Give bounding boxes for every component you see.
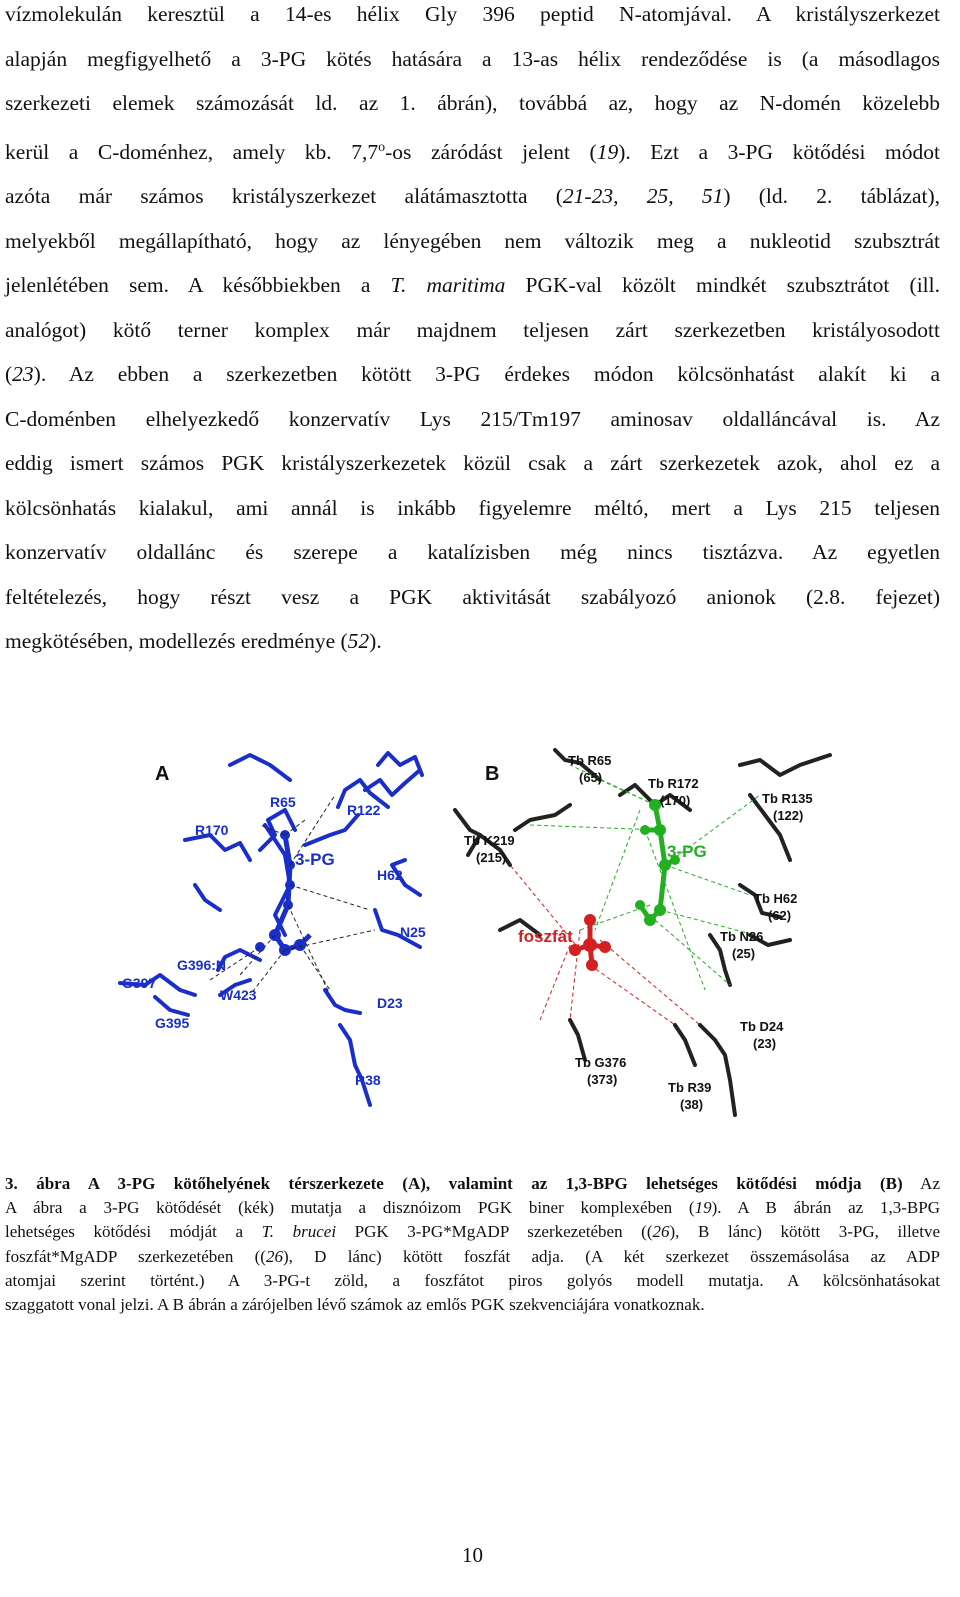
label-d23: D23 <box>377 995 403 1011</box>
panel-b-3pg-ligand <box>635 799 680 926</box>
page-number: 10 <box>462 1543 483 1567</box>
text-line: eddig ismert számos PGK kristályszerkezetek közül csak a zárt szerkezetek azok, ahol ez a <box>5 451 940 476</box>
label-tb-r135: Tb R135 <box>762 791 813 806</box>
text-line: jelenlétében sem. A későbbiekben a T. maritima PGK-val közölt mindkét szubsztrátot (ill. <box>5 273 940 298</box>
label-62: (62) <box>768 908 792 923</box>
text-line: (23). Az ebben a szerkezetben kötött 3-PG érdekes módon kölcsönhatást alakít ki a <box>5 362 940 387</box>
label-g396n: G396:N <box>177 957 227 973</box>
label-3pg-a: 3-PG <box>295 850 335 869</box>
text-line: feltételezés, hogy részt vesz a PGK aktivitását szabályozó anionok (2.8. fejezet) <box>5 584 940 609</box>
label-g395: G395 <box>155 1015 190 1031</box>
caption-line: szaggatott vonal jelzi. A B ábrán a zárójelben lévő számok az emlős PGK szekvenciájára vonatkoznak. <box>5 1295 705 1315</box>
panel-b-letter: B <box>485 763 500 785</box>
caption-line: 3. ábra A 3-PG kötőhelyének térszerkezete (A), valamint az 1,3-BPG lehetséges kötődési módja (B) Az <box>5 1174 940 1193</box>
label-65: (65) <box>579 770 603 785</box>
label-r38: R38 <box>355 1072 381 1088</box>
text-line: azóta már számos kristályszerkezet alátámasztotta (21-23, 25, 51) (ld. 2. táblázat), <box>5 184 940 209</box>
label-r65: R65 <box>270 794 296 810</box>
label-38: (38) <box>680 1097 704 1112</box>
label-h62: H62 <box>377 867 403 883</box>
figure-3 <box>100 735 960 1135</box>
caption-line: A ábra a 3-PG kötődését (kék) mutatja a disznóizom PGK biner komplexében (19). A B ábrán az 1,3-BPG <box>5 1198 940 1218</box>
text-line: C-doménben elhelyezkedő konzervatív Lys 215/Tm197 aminosav oldalláncával is. Az <box>5 406 940 431</box>
text-line: alapján megfigyelhető a 3-PG kötés hatására a 13-as hélix rendeződése is (a másodlagos <box>5 46 940 71</box>
caption-line: lehetséges kötődési módját a T. brucei PGK 3-PG*MgADP szerkezetében ((26), B lánc) kötött 3-PG, illetve <box>5 1222 940 1242</box>
figure-caption <box>5 1172 940 1317</box>
label-r122: R122 <box>347 802 381 818</box>
label-foszfat: foszfát <box>518 927 573 946</box>
label-tb-g376: Tb G376 <box>575 1055 627 1070</box>
text-line: analógot) kötő terner komplex már majdnem teljesen zárt szerkezetben kristályosodott <box>5 317 940 342</box>
text-line: kerül a C-doménhez, amely kb. 7,7$^o$-os záródást jelent (19). Ezt a 3-PG kötődési módot <box>5 139 940 164</box>
label-tb-n26: Tb N26 <box>720 929 764 944</box>
label-tb-d24: Tb D24 <box>740 1019 784 1034</box>
caption-line: atomjai szerint történt.) A 3-PG-t zöld, a foszfátot piros golyós modell mutatja. A kölcsönhatásokat <box>5 1270 940 1290</box>
text-line: vízmolekulán keresztül a 14-es hélix Gly 396 peptid N-atomjával. A kristályszerkezet <box>5 2 940 26</box>
text-line: megkötésében, modellezés eredménye (52). <box>5 629 382 654</box>
label-n25: N25 <box>400 924 426 940</box>
caption-line: foszfát*MgADP szerkezetében ((26), D lánc) kötött foszfát adja. (A két szerkezet összemásolása az ADP <box>5 1246 940 1266</box>
text-line: szerkezeti elemek számozását ld. az 1. ábrán), továbbá az, hogy az N-domén közelebb <box>5 91 940 115</box>
text-line: konzervatív oldallánc és szerepe a katalízisben még nincs tisztázva. Az egyetlen <box>5 540 940 565</box>
label-373: (373) <box>587 1072 618 1087</box>
label-23: (23) <box>753 1036 777 1051</box>
label-w423: W423 <box>220 987 257 1003</box>
label-tb-h62: Tb H62 <box>754 891 798 906</box>
text-line: melyekből megállapítható, hogy az lényegében nem változik meg a nukleotid szubsztrát <box>5 228 940 253</box>
label-tb-r39: Tb R39 <box>668 1080 712 1095</box>
panel-b-green-interactions <box>530 765 760 990</box>
label-tb-r172: Tb R172 <box>648 776 699 791</box>
panel-b-phosphate-ligand <box>569 914 611 971</box>
text-line: kölcsönhatás kialakul, ami annál is inkább figyelemre méltó, mert a Lys 215 teljesen <box>5 495 940 520</box>
label-g397: G397 <box>122 975 157 991</box>
label-170: (170) <box>660 793 691 808</box>
body-paragraph <box>5 0 940 664</box>
panel-a-letter: A <box>155 763 170 785</box>
molecular-structure-figure <box>100 735 960 1135</box>
label-25: (25) <box>732 946 756 961</box>
label-3pg-b: 3-PG <box>667 842 707 861</box>
label-tb-r65: Tb R65 <box>568 753 612 768</box>
label-215: (215) <box>476 850 507 865</box>
label-tb-k219: Tb K219 <box>464 833 515 848</box>
label-122: (122) <box>773 808 804 823</box>
label-r170: R170 <box>195 822 229 838</box>
